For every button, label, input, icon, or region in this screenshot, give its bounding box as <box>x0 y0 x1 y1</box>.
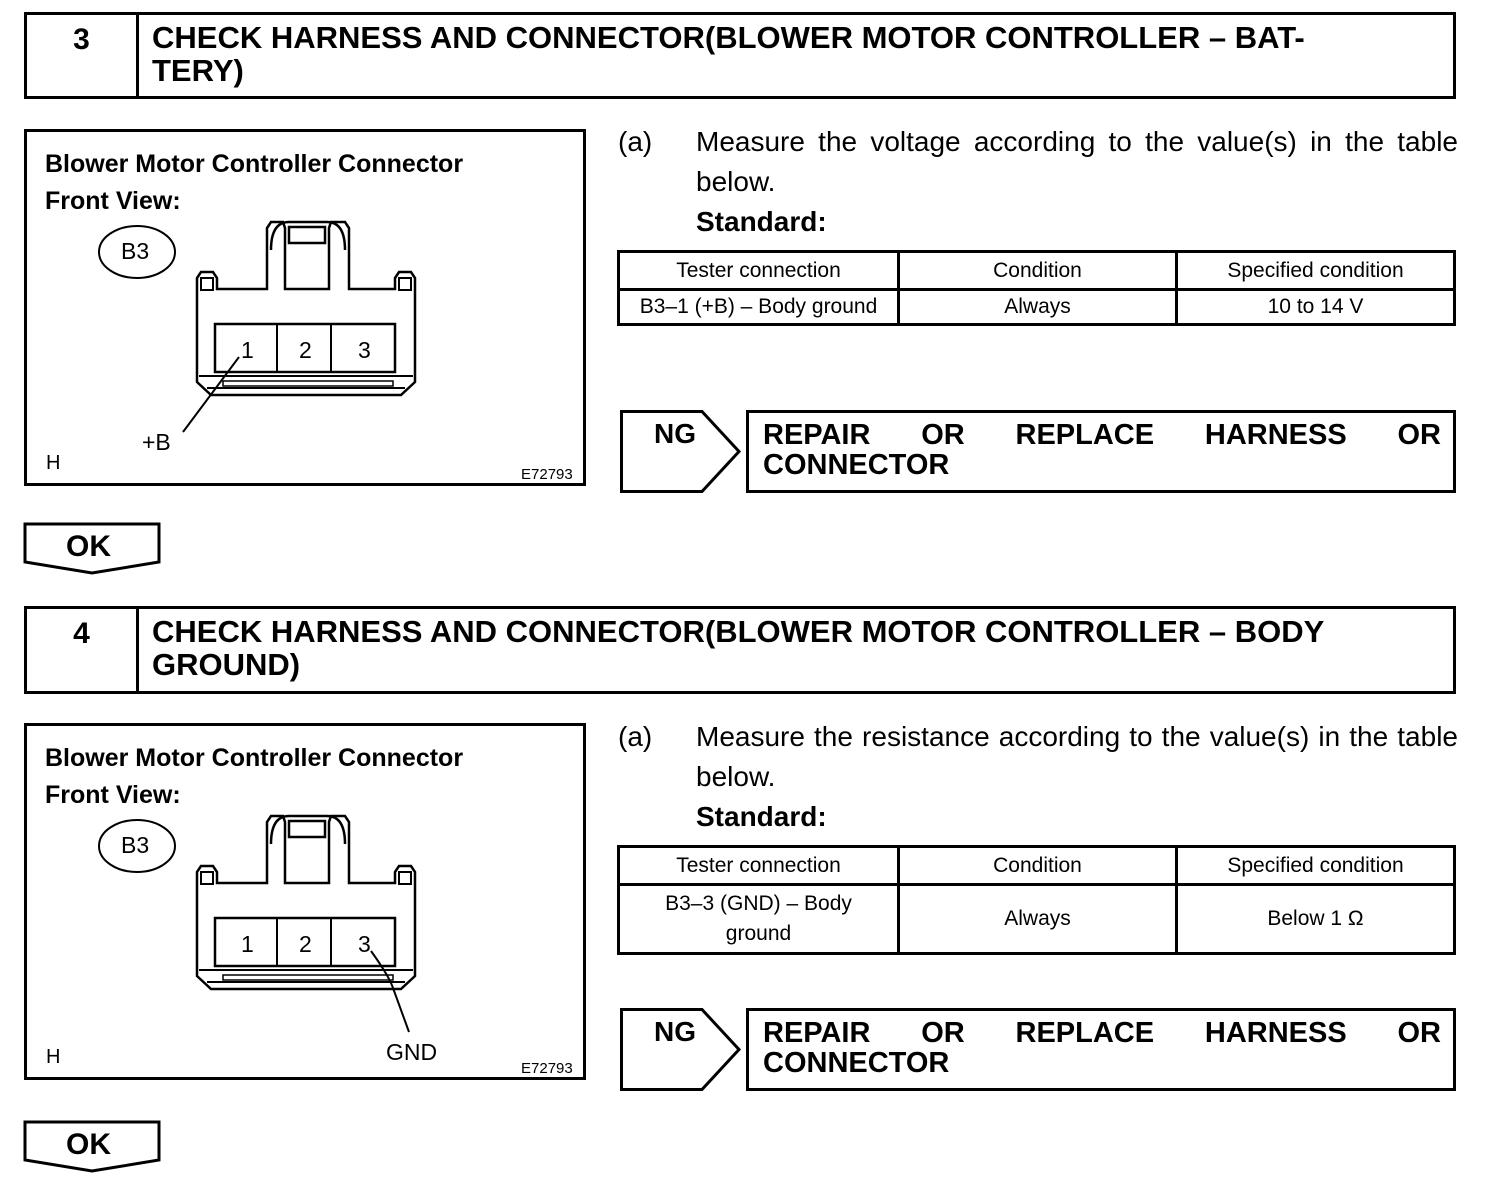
instruction-block <box>618 717 1458 837</box>
table-cell: B3–3 (GND) – Body ground <box>619 885 899 954</box>
diagram-title: Blower Motor Controller Connector Front View: <box>45 150 464 215</box>
ng-action-box: REPAIR OR REPLACE HARNESS OR CONNECTOR <box>746 410 1456 493</box>
ok-branch[interactable] <box>22 522 162 576</box>
table-header: Specified condition <box>1177 847 1455 885</box>
pin-label-2: 2 <box>299 931 312 957</box>
table-cell: B3–1 (+B) – Body ground <box>619 290 899 325</box>
table-row <box>619 885 1455 954</box>
pin-label-1: 1 <box>241 337 254 363</box>
callout-label: +B <box>142 429 171 455</box>
connector-id-label: B3 <box>121 832 150 858</box>
ng-action-box: REPAIR OR REPLACE HARNESS OR CONNECTOR <box>746 1008 1456 1091</box>
table-cell: 10 to 14 V <box>1177 290 1455 325</box>
step-4-header <box>24 606 1456 694</box>
figure-code: E72793 <box>521 1060 573 1077</box>
connector-diagram <box>24 723 586 1080</box>
instruction-marker: (a) <box>618 126 653 157</box>
spec-table <box>617 250 1456 326</box>
ok-label: OK <box>66 530 111 563</box>
table-header: Condition <box>899 252 1177 290</box>
ng-branch[interactable] <box>620 1008 742 1091</box>
table-cell: Always <box>899 885 1177 954</box>
table-header-row <box>619 252 1455 290</box>
corner-mark: H <box>46 1046 61 1068</box>
ng-branch[interactable] <box>620 410 742 493</box>
table-cell: Always <box>899 290 1177 325</box>
table-header: Tester connection <box>619 847 899 885</box>
latch-window <box>289 227 325 243</box>
table-header: Condition <box>899 847 1177 885</box>
pin-label-3: 3 <box>358 931 371 957</box>
callout-label: GND <box>386 1039 438 1065</box>
ng-label: NG <box>654 1016 696 1047</box>
step-3-header <box>24 12 1456 99</box>
connector-illustration <box>27 132 583 483</box>
connector-diagram <box>24 129 586 486</box>
pin-label-1: 1 <box>241 931 254 957</box>
step-number: 4 <box>27 609 139 691</box>
instruction-text: Measure the voltage according to the value(s) in the table below. <box>696 126 1458 197</box>
step-number: 3 <box>27 15 139 96</box>
callout-leader <box>371 951 409 1032</box>
step-title: CHECK HARNESS AND CONNECTOR(BLOWER MOTOR CONTROLLER – BAT- TERY) <box>152 20 1305 88</box>
figure-code: E72793 <box>521 466 573 483</box>
instruction-block <box>618 122 1458 242</box>
table-cell: Below 1 Ω <box>1177 885 1455 954</box>
pin-label-2: 2 <box>299 337 312 363</box>
ok-branch[interactable] <box>22 1120 162 1174</box>
connector-id-label: B3 <box>121 238 150 264</box>
standard-label: Standard: <box>696 206 827 237</box>
table-header: Specified condition <box>1177 252 1455 290</box>
ng-label: NG <box>654 418 696 449</box>
diagram-title: Blower Motor Controller Connector Front View: <box>45 744 464 809</box>
table-row <box>619 290 1455 325</box>
latch-window <box>289 821 325 837</box>
spec-table <box>617 845 1456 955</box>
table-header: Tester connection <box>619 252 899 290</box>
pin-label-3: 3 <box>358 337 371 363</box>
connector-illustration <box>27 726 583 1077</box>
connector-housing <box>197 816 415 989</box>
ok-label: OK <box>66 1128 111 1161</box>
table-header-row <box>619 847 1455 885</box>
instruction-text: Measure the resistance according to the value(s) in the table below. <box>696 721 1458 792</box>
corner-mark: H <box>46 452 61 474</box>
standard-label: Standard: <box>696 801 827 832</box>
instruction-marker: (a) <box>618 721 653 752</box>
step-title: CHECK HARNESS AND CONNECTOR(BLOWER MOTOR CONTROLLER – BODY GROUND) <box>152 614 1325 682</box>
